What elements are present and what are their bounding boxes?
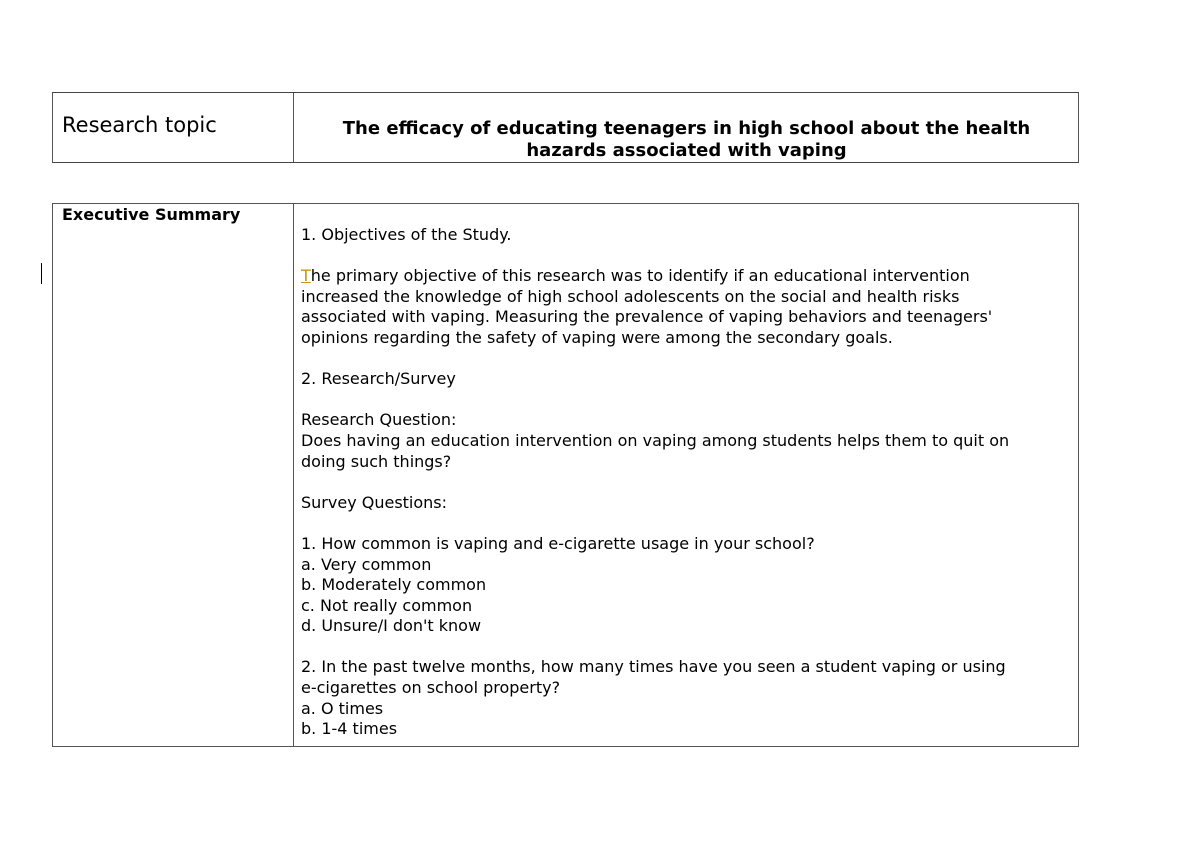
summary-line: Does having an education intervention on vaping among students helps them to quit on (301, 430, 1010, 450)
column-divider (293, 204, 294, 746)
blank-line (301, 513, 1009, 534)
research-topic-value[interactable]: The efficacy of educating teenagers in high school about the health hazards associated with vaping (342, 118, 1031, 161)
summary-line-text: he primary objective of this research was to identify if an educational intervention (310, 266, 970, 286)
summary-line: 2. In the past twelve months, how many times have you seen a student vaping or using (301, 657, 1006, 677)
executive-summary-content[interactable] (301, 225, 1009, 740)
summary-line: b. 1-4 times (301, 719, 398, 739)
summary-line: 1. How common is vaping and e-cigarette usage in your school? (301, 533, 815, 553)
summary-line: increased the knowledge of high school adolescents on the social and health risks (301, 286, 960, 306)
summary-line: associated with vaping. Measuring the prevalence of vaping behaviors and teenagers' (301, 307, 993, 327)
executive-summary-label: Executive Summary (62, 205, 241, 224)
summary-line: e-cigarettes on school property? (301, 678, 561, 698)
summary-line: doing such things? (301, 451, 452, 471)
summary-line: 2. Research/Survey (301, 369, 456, 389)
summary-line: 1. Objectives of the Study. (301, 225, 512, 244)
column-divider (293, 93, 294, 162)
blank-line (301, 246, 1009, 267)
executive-summary-table (52, 203, 1079, 747)
blank-line (301, 637, 1009, 658)
highlighted-letter: T (301, 266, 311, 286)
summary-line: d. Unsure/I don't know (301, 616, 482, 636)
blank-line (301, 472, 1009, 493)
summary-line: a. O times (301, 698, 384, 718)
summary-line: opinions regarding the safety of vaping were among the secondary goals. (301, 327, 893, 347)
blank-line (301, 349, 1009, 370)
summary-line (301, 266, 1009, 287)
summary-line: Survey Questions: (301, 492, 448, 512)
research-topic-label: Research topic (62, 113, 217, 137)
summary-line: b. Moderately common (301, 575, 487, 595)
summary-line: a. Very common (301, 554, 432, 574)
blank-line (301, 390, 1009, 411)
text-cursor (41, 263, 42, 284)
research-topic-table (52, 92, 1079, 163)
summary-line: c. Not really common (301, 595, 473, 615)
summary-line: Research Question: (301, 410, 457, 430)
